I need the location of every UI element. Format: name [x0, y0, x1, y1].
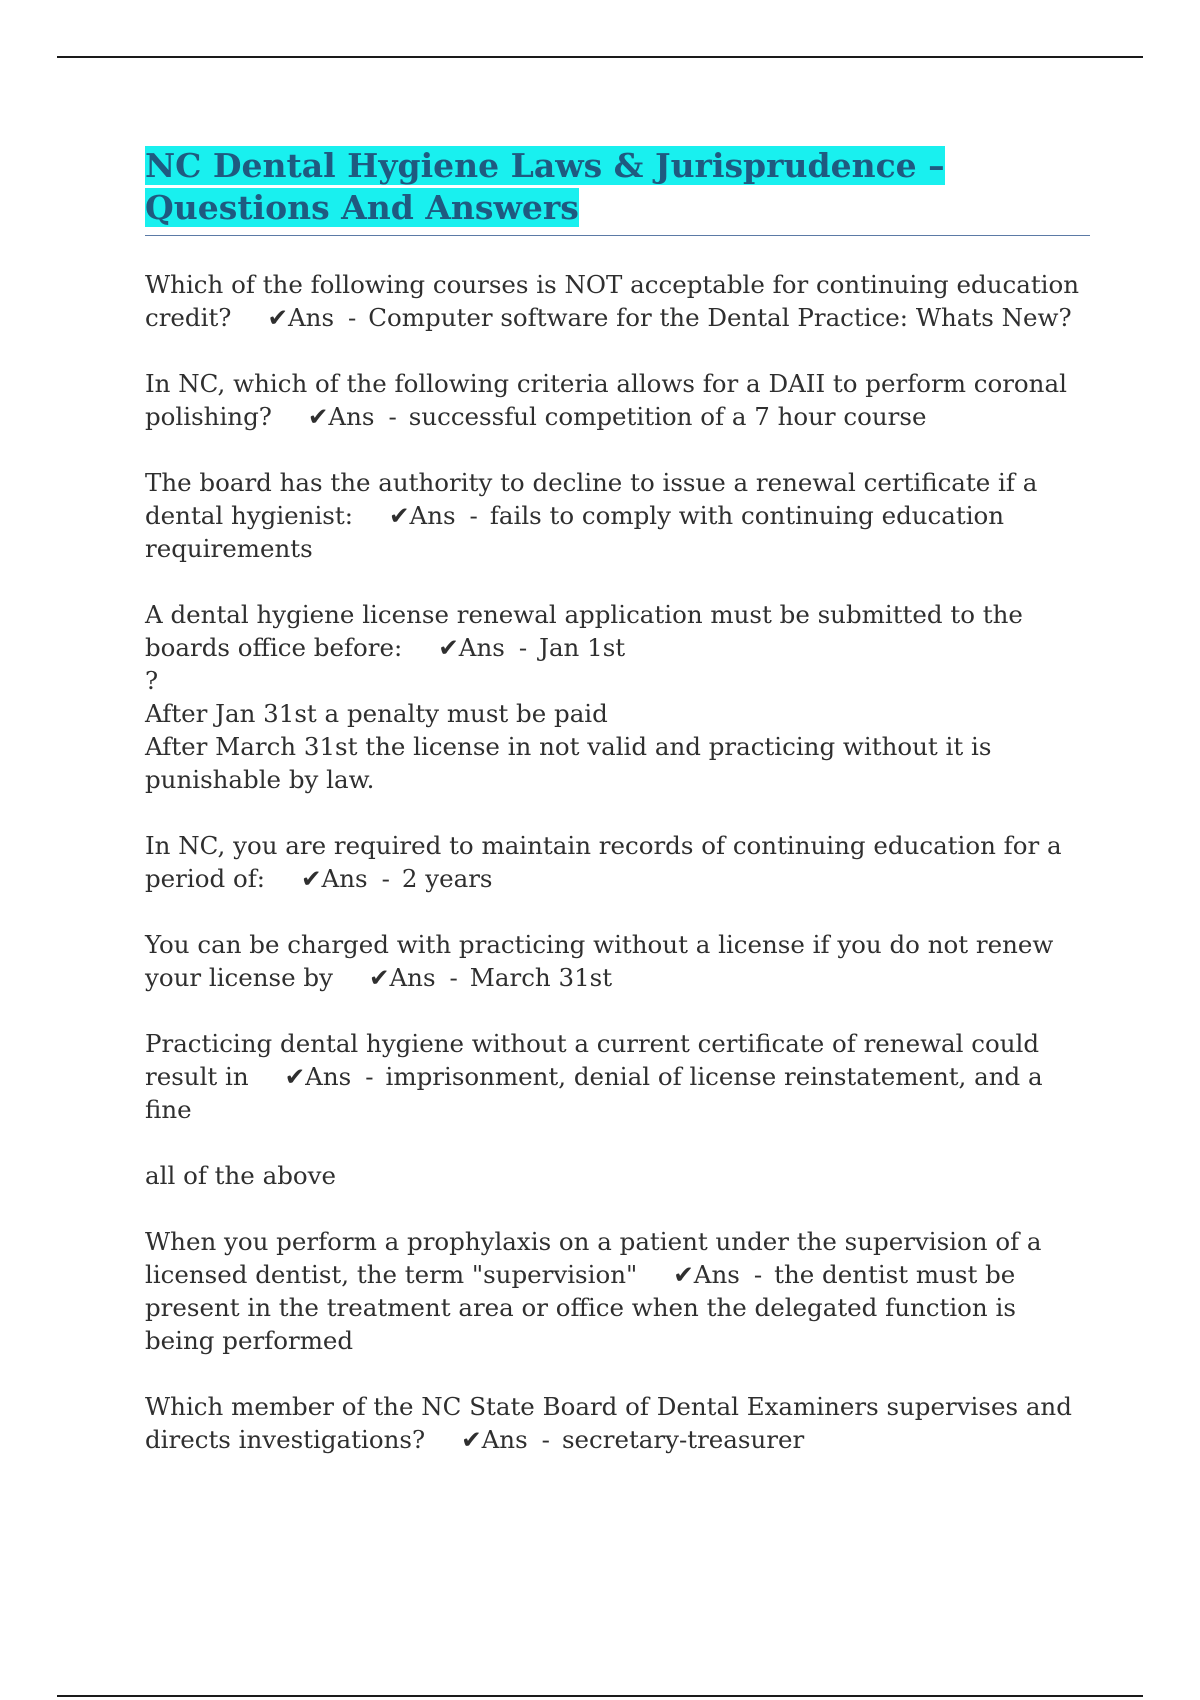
answer-marker — [301, 864, 402, 893]
ans-separator: - — [469, 501, 478, 530]
ans-label: ✔Ans — [284, 1062, 352, 1091]
qa-item-4 — [145, 598, 1090, 796]
ans-separator: - — [381, 864, 390, 893]
question-text: When you perform a prophylaxis on a patient under the supervision of a licensed dentist, the term "supervision" — [145, 1227, 1042, 1289]
answer-text: Computer software for the Dental Practice: Whats New? — [368, 303, 1072, 332]
question-text: Which of the following courses is NOT acceptable for continuing education credit? — [145, 270, 1080, 332]
qa-item-9 — [145, 1390, 1090, 1456]
answer-text: secretary-treasurer — [561, 1425, 805, 1454]
answer-marker — [285, 1062, 386, 1091]
ans-separator: - — [753, 1260, 763, 1289]
answer-marker — [389, 501, 490, 530]
answer-text: the dentist must be present in the treatment area or office when the delegated function is being performed — [145, 1260, 1016, 1355]
qa-item-8 — [145, 1225, 1090, 1357]
answer-text: March 31st — [469, 963, 613, 992]
header-rule — [57, 56, 1143, 58]
answer-marker — [267, 303, 368, 332]
question-text: A dental hygiene license renewal application must be submitted to the boards office before: — [145, 600, 1023, 662]
ans-separator: - — [365, 1062, 374, 1091]
answer-note: After Jan 31st a penalty must be paid — [145, 699, 608, 728]
ans-label: ✔Ans — [301, 864, 368, 893]
ans-separator: - — [541, 1425, 550, 1454]
title-highlight: NC Dental Hygiene Laws & Jurisprudence – Questions And Answers — [145, 146, 945, 227]
answer-marker — [369, 963, 470, 992]
ans-label: ✔Ans — [267, 303, 335, 332]
answer-text: 2 years — [401, 864, 493, 893]
question-text: Which member of the NC State Board of Dental Examiners supervises and directs investigations? — [145, 1392, 1072, 1454]
qa-item-5 — [145, 829, 1090, 895]
answer-marker — [461, 1425, 562, 1454]
answer-text: fails to comply with continuing education requirements — [145, 501, 1005, 563]
answer-note: After March 31st the license in not valid and practicing without it is punishable by law. — [145, 732, 992, 794]
ans-label: ✔Ans — [368, 963, 436, 992]
answer-text: successful competition of a 7 hour course — [408, 402, 927, 431]
qa-item-7 — [145, 1027, 1090, 1126]
ans-label: ✔Ans — [461, 1425, 528, 1454]
question-text: Practicing dental hygiene without a current certificate of renewal could result in — [145, 1029, 1040, 1091]
answer-note: ? — [145, 666, 159, 695]
qa-item-6 — [145, 928, 1090, 994]
answer-marker — [673, 1260, 774, 1289]
title-block — [145, 145, 1090, 236]
answer-text: Jan 1st — [539, 633, 626, 662]
question-text: In NC, you are required to maintain records of continuing education for a period of: — [145, 831, 1062, 893]
ans-separator: - — [388, 402, 397, 431]
ans-label: ✔Ans — [307, 402, 375, 431]
ans-label: ✔Ans — [673, 1260, 740, 1289]
question-text: You can be charged with practicing without a license if you do not renew your license by — [145, 930, 1054, 992]
ans-separator: - — [518, 633, 528, 662]
answer-text: imprisonment, denial of license reinstatement, and a fine — [145, 1062, 1043, 1124]
ans-label: ✔Ans — [438, 633, 505, 662]
ans-separator: - — [348, 303, 357, 332]
question-text: The board has the authority to decline to issue a renewal certificate if a dental hygienist: — [145, 468, 1038, 530]
document-body — [145, 145, 1090, 1489]
standalone-text: all of the above — [145, 1161, 336, 1190]
document-title — [145, 145, 1090, 229]
qa-item-1 — [145, 268, 1090, 334]
question-text: In NC, which of the following criteria allows for a DAII to perform coronal polishing? — [145, 369, 1067, 431]
ans-separator: - — [449, 963, 458, 992]
qa-item-3 — [145, 466, 1090, 565]
answer-marker — [438, 633, 539, 662]
answer-marker — [308, 402, 409, 431]
footer-rule — [57, 1695, 1143, 1697]
ans-label: ✔Ans — [388, 501, 456, 530]
qa-item-2 — [145, 367, 1090, 433]
